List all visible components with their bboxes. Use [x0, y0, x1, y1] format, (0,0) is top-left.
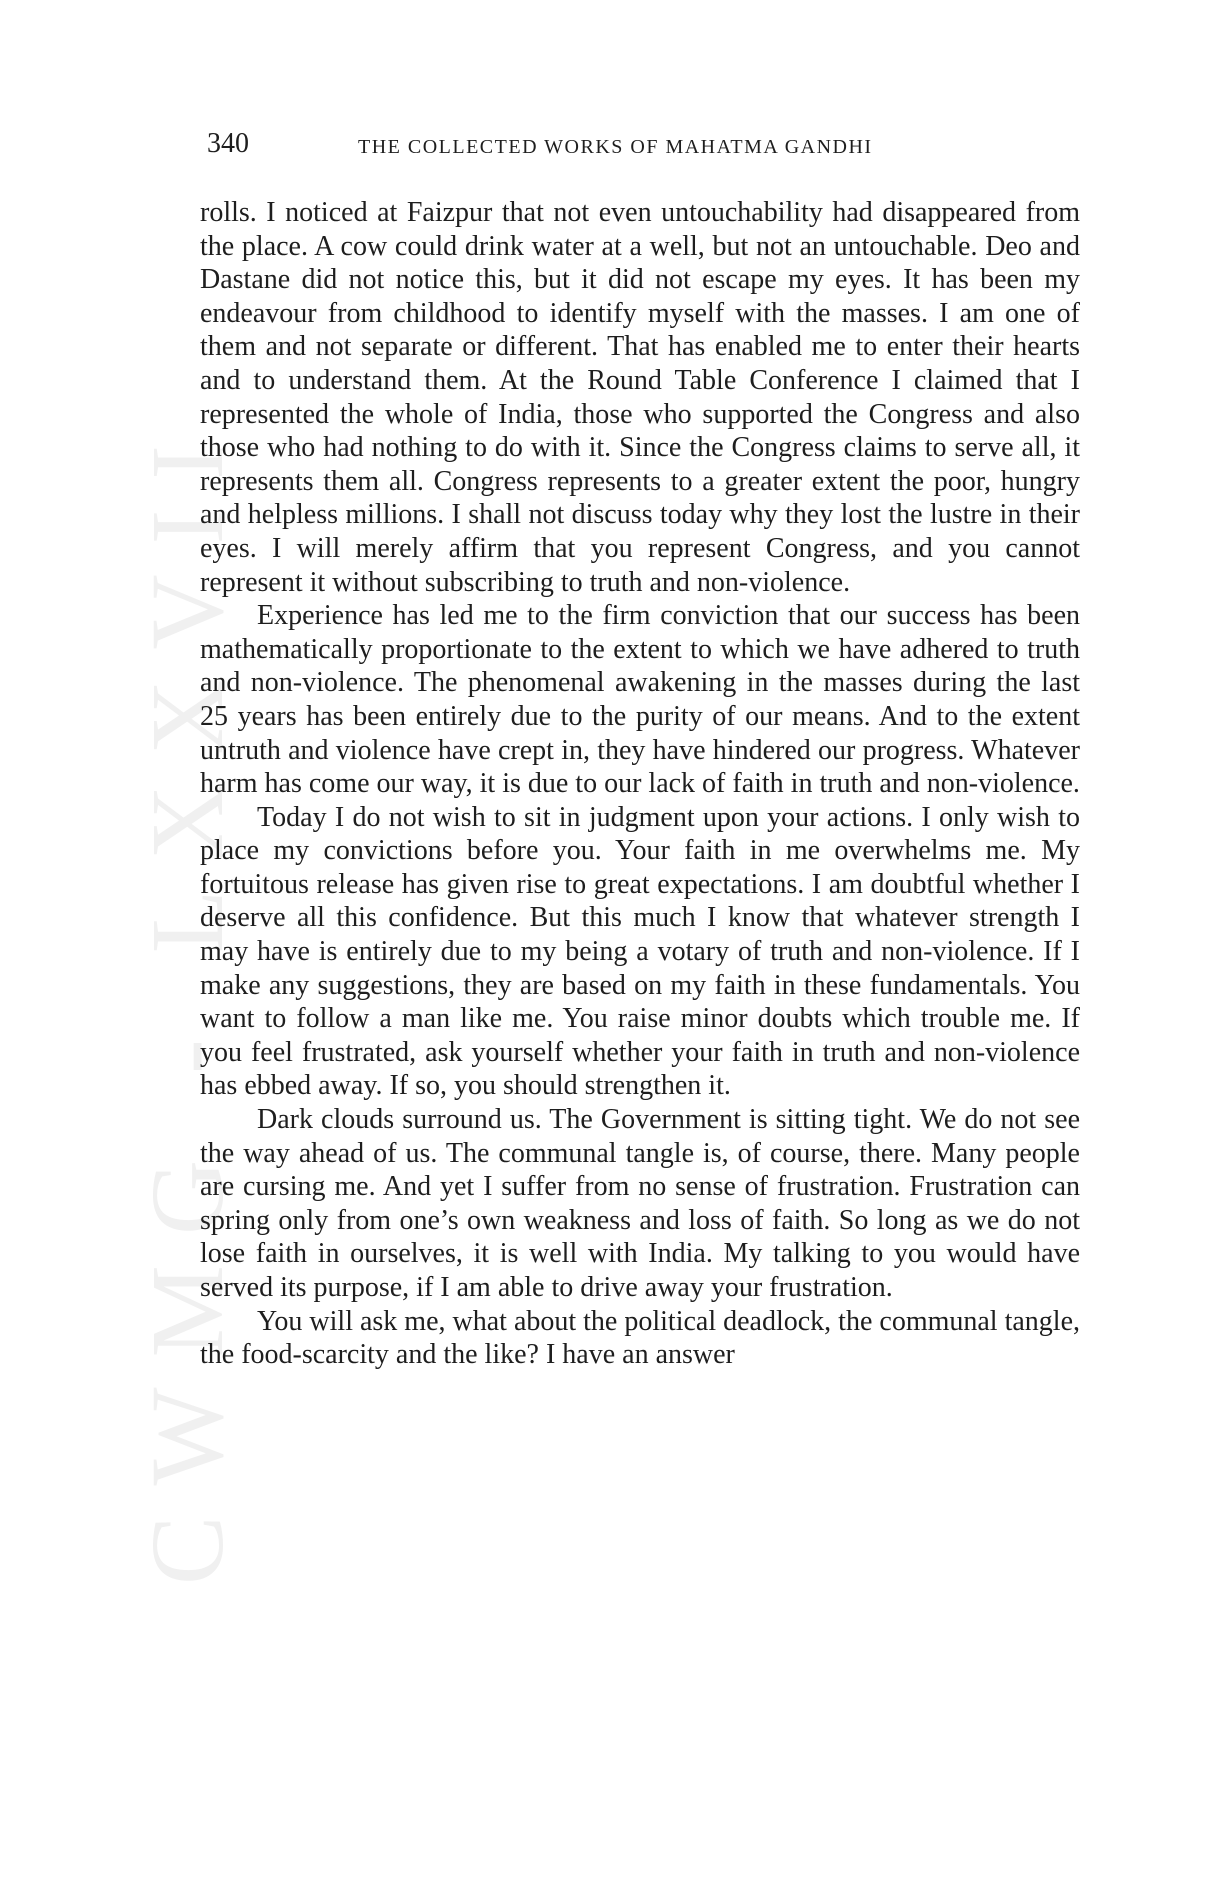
running-title: THE COLLECTED WORKS OF MAHATMA GANDHI	[358, 136, 873, 158]
paragraph-4: Dark clouds surround us. The Government is sitting tight. We do not see the way ahead of us. The communal tangle is, of course, there. Many people are cursing me. And yet I suffer from no sense of frustration. Frustration can spring only from one’s own weakness and loss of faith. So long as we do not lose faith in ourselves, it is well with India. My talking to you would have served its purpose, if I am able to drive away your frustration.	[200, 1104, 1080, 1303]
watermark: CWMG - LXXVII	[130, 415, 245, 1585]
body-text	[200, 196, 1080, 1372]
paragraph-2: Experience has led me to the firm conviction that our success has been mathematically proportionate to the extent to which we have adhered to truth and non-violence. The phenomenal awakening in the masses during the last 25 years has been entirely due to the purity of our means. And to the extent untruth and violence have crept in, they have hindered our progress. Whatever harm has come our way, it is due to our lack of faith in truth and non-violence.	[200, 600, 1080, 800]
page-number: 340	[207, 128, 249, 159]
document-page	[200, 128, 1080, 1372]
paragraph-3: Today I do not wish to sit in judgment upon your actions. I only wish to place my convictions before you. Your faith in me overwhelms me. My fortuitous release has given rise to great expectations. I am doubtful whether I deserve all this confidence. But this much I know that whatever strength I may have is entirely due to my being a votary of truth and non-violence. If I make any suggestions, they are based on my faith in these fundamentals. You want to follow a man like me. You raise minor doubts which trouble me. If you feel frustrated, ask yourself whether your faith in truth and non-violence has ebbed away. If so, you should strengthen it.	[200, 801, 1080, 1102]
running-header	[200, 128, 1080, 168]
paragraph-1: rolls. I noticed at Faizpur that not even untouchability had disappeared from the place. A cow could drink water at a well, but not an untouchable. Deo and Dastane did not notice this, but it did not escape my eyes. It has been my endeavour from childhood to identify myself with the masses. I am one of them and not separate or different. That has enabled me to enter their hearts and to understand them. At the Round Table Conference I claimed that I represented the whole of India, those who supported the Congress and also those who had nothing to do with it. Since the Congress claims to serve all, it represents them all. Congress represents to a greater extent the poor, hungry and helpless millions. I shall not discuss today why they lost the lustre in their eyes. I will merely affirm that you represent Congress, and you cannot represent it without subscribing to truth and non-violence.	[200, 197, 1080, 598]
paragraph-5: You will ask me, what about the political deadlock, the communal tangle, the food-scarcity and the like? I have an answer	[200, 1305, 1080, 1371]
